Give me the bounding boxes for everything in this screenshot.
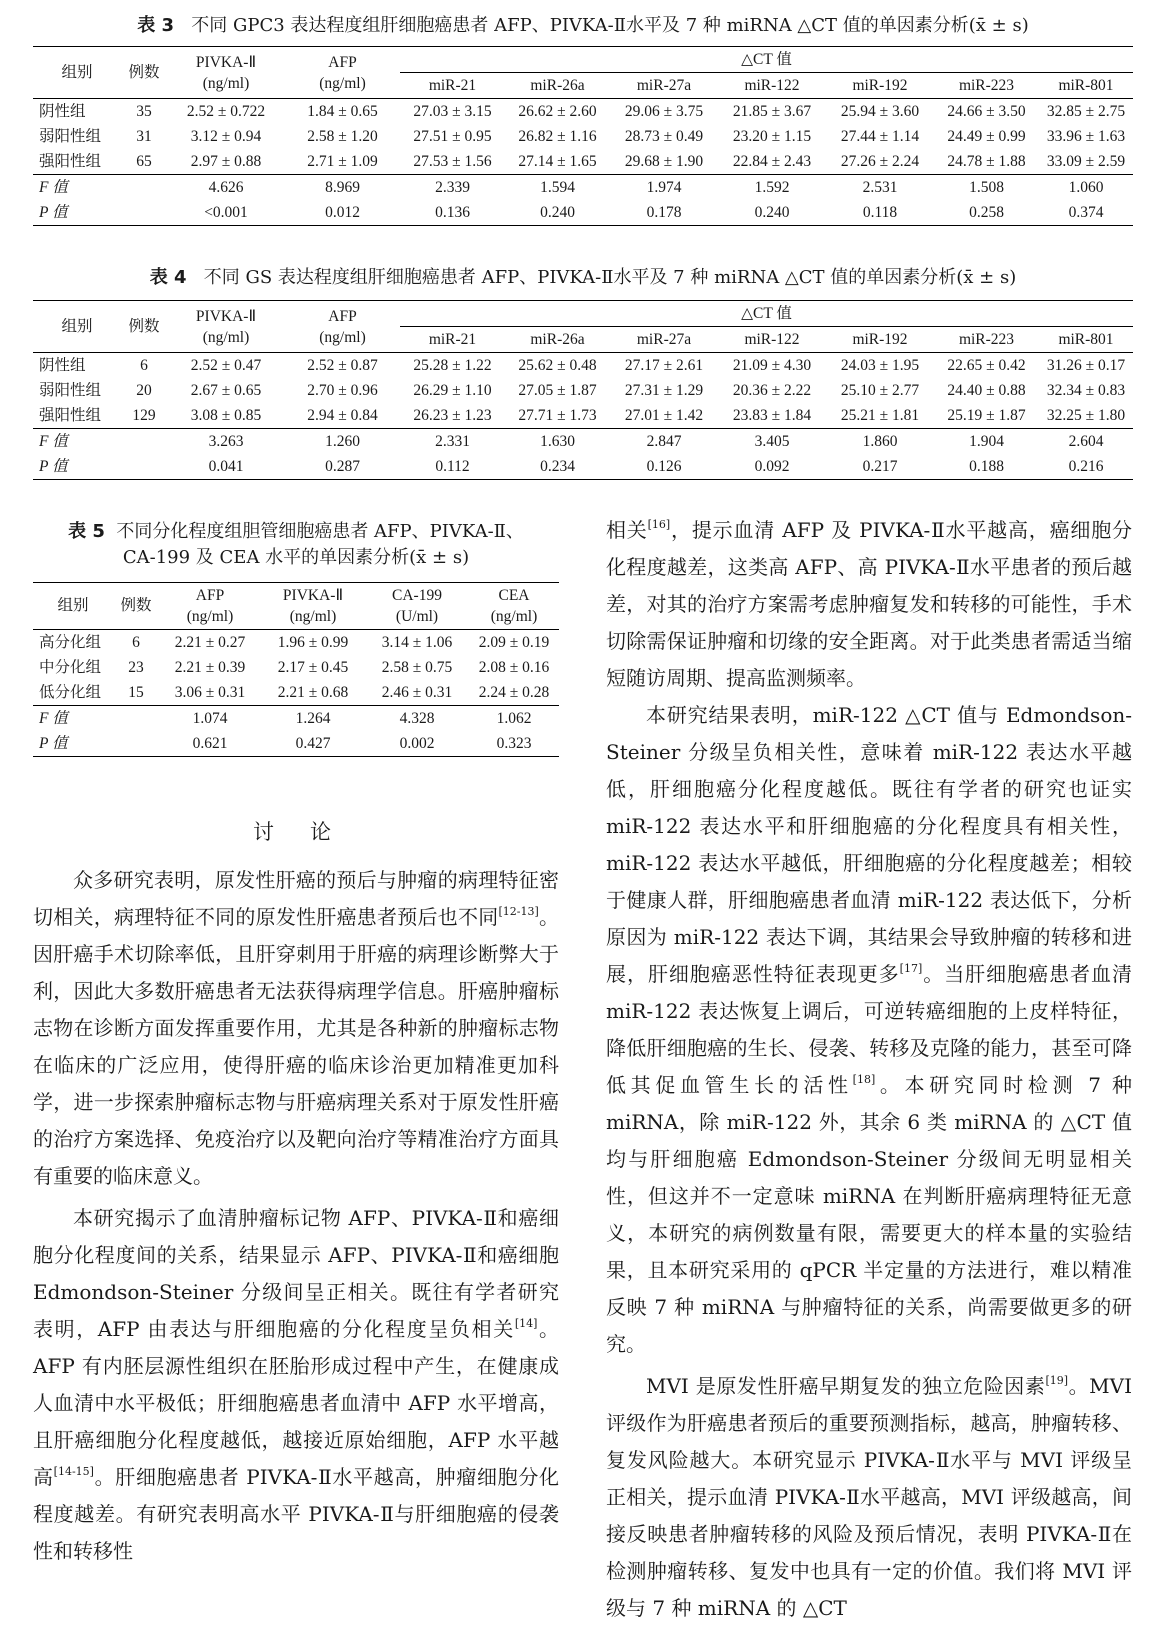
table-cell: 0.217 <box>862 458 898 475</box>
table-cell: 27.17 ± 2.61 <box>624 357 704 374</box>
table-cell: 2.08 ± 0.16 <box>478 659 550 676</box>
table-cell: 28.73 ± 0.49 <box>624 128 704 145</box>
table-cell: 25.28 ± 1.22 <box>413 357 492 374</box>
table3-head-dct: △CT 值 <box>400 47 1133 73</box>
table-cell: 32.85 ± 2.75 <box>1046 103 1126 120</box>
right-p1-text-b: ，提示血清 AFP 及 PIVKA-Ⅱ水平越高，癌细胞分化程度越差，这类高 AFP、高 PIVKA-Ⅱ水平患者的预后越差，对其的治疗方案需考虑肿瘤复发和转移的可能性，手术切除需保证肿瘤和切缘的安全距离。对于此类患者需适当缩短随访周期、提高监测频率。 <box>606 518 1133 690</box>
sample-count: 65 <box>136 153 152 170</box>
sample-count: 20 <box>136 382 152 399</box>
sample-count: 31 <box>136 128 152 145</box>
table5-head-cea-name: CEA <box>498 587 530 604</box>
citation: [14] <box>514 1317 538 1330</box>
table-cell: 1.060 <box>1068 179 1104 196</box>
table5-caption-line-1 <box>33 519 559 545</box>
table4-head-mirna: miR-27a <box>636 331 692 348</box>
left-paragraph-2 <box>33 1200 559 1570</box>
table-cell: 23.83 ± 1.84 <box>732 407 812 424</box>
table3-head-mirna: miR-192 <box>852 77 908 94</box>
table-cell: 0.374 <box>1068 204 1104 221</box>
right-p2-text-c: 。本研究同时检测 7 种 miRNA，除 miR-122 外，其余 6 类 miRNA 的 △CT 值均与肝细胞癌 Edmondson-Steiner 分级间无明显相关性，但这并不一定意味 miRNA 在判断肝癌病理特征无意义，本研究的病例数量有限，需要更大的样本量的实验结果，且本研究采用的 qPCR 半定量的方法进行，难以精准反映 7 种 miRNA 与肿瘤特征的关系，尚需要做更多的研究。 <box>606 1073 1132 1356</box>
table-cell: 2.46 ± 0.31 <box>381 684 453 701</box>
table-cell: 0.427 <box>295 735 331 752</box>
table-row <box>33 403 1133 429</box>
table5 <box>33 582 559 757</box>
table3-head-mirna: miR-27a <box>636 77 692 94</box>
table-cell: 2.52 ± 0.47 <box>190 357 262 374</box>
table-cell: 2.67 ± 0.65 <box>190 382 262 399</box>
table-cell: 8.969 <box>325 179 360 196</box>
table3-caption <box>33 13 1133 39</box>
table4-title: 不同 GS 表达程度组肝细胞癌患者 AFP、PIVKA-Ⅱ水平及 7 种 miRNA △CT 值的单因素分析(x̄ ± s) <box>203 267 1017 288</box>
row-label: 强阳性组 <box>39 407 102 424</box>
table4-head-afp <box>285 301 400 353</box>
table-row <box>33 200 1133 226</box>
table-cell: 27.71 ± 1.73 <box>518 407 597 424</box>
row-label: F 值 <box>39 710 68 727</box>
table4-head-mirna: miR-192 <box>852 331 908 348</box>
table-cell: 26.82 ± 1.16 <box>518 128 597 145</box>
table-row <box>33 706 559 732</box>
table5-title-line-1: 不同分化程度组胆管细胞癌患者 AFP、PIVKA-Ⅱ、 <box>116 521 524 542</box>
table-cell: 0.234 <box>540 458 575 475</box>
table-cell: 1.592 <box>754 179 790 196</box>
right-p2-text-a: 本研究结果表明，miR-122 △CT 值与 Edmondson-Steiner 分级呈负相关性，意味着 miR-122 表达水平越低，肝细胞癌分化程度越低。既往有学者的研究也证实 miR-122 表达水平和肝细胞癌的分化程度具有相关性，miR-122 表达水平越低，肝细胞癌的分化程度越差；相较于健康人群，肝细胞癌患者血清 miR-122 表达低下，分析原因为 miR-122 表达下调，其结果会导致肿瘤的转移和进展，肝细胞癌恶性特征表现更多 <box>606 703 1132 986</box>
row-label: 中分化组 <box>39 659 102 676</box>
table5-head-ca199-unit: (U/ml) <box>395 608 439 625</box>
table4-caption <box>33 265 1133 291</box>
table3-header-row-1 <box>33 47 1133 73</box>
sample-count <box>113 706 159 732</box>
table3-head-n: 例数 <box>121 47 167 99</box>
sample-count <box>121 454 167 480</box>
table4-head-mirna: miR-122 <box>744 331 800 348</box>
table-cell: 3.263 <box>208 433 244 450</box>
table3-head-group: 组别 <box>33 47 121 99</box>
table-cell: 1.264 <box>295 710 331 727</box>
table-cell: 0.287 <box>325 458 360 475</box>
table4-head-dct: △CT 值 <box>400 301 1133 327</box>
table-cell: 33.96 ± 1.63 <box>1046 128 1126 145</box>
table3-head-pivka-unit: (ng/ml) <box>202 74 250 92</box>
table-cell: 2.97 ± 0.88 <box>190 153 262 170</box>
table-cell: 2.604 <box>1068 433 1104 450</box>
table-cell: 26.23 ± 1.23 <box>413 407 492 424</box>
table-cell: 2.70 ± 0.96 <box>307 382 378 399</box>
table5-label: 表 5 <box>68 521 105 542</box>
sample-count: 15 <box>128 684 144 701</box>
table-cell: 23.20 ± 1.15 <box>732 128 812 145</box>
table-cell: 27.51 ± 0.95 <box>413 128 492 145</box>
table-cell: 1.062 <box>496 710 532 727</box>
table3-head-mirna: miR-801 <box>1058 77 1114 94</box>
table5-head-afp-unit: (ng/ml) <box>186 608 234 625</box>
table-cell: 0.136 <box>435 204 470 221</box>
sample-count: 6 <box>140 357 148 374</box>
table-cell: 0.240 <box>754 204 790 221</box>
table4-body <box>33 353 1133 480</box>
table5-head-ca199-name: CA-199 <box>392 587 442 604</box>
row-label: 阴性组 <box>39 103 86 120</box>
row-label: F 值 <box>39 179 68 196</box>
table-cell: 2.58 ± 1.20 <box>307 128 378 145</box>
table-cell: 21.85 ± 3.67 <box>732 103 812 120</box>
table3-label: 表 3 <box>137 15 175 36</box>
row-label: 高分化组 <box>39 634 102 651</box>
table-cell: 2.21 ± 0.27 <box>174 634 246 651</box>
citation: [19] <box>1045 1374 1069 1387</box>
table5-title-line-2: CA-199 及 CEA 水平的单因素分析(x̄ ± s) <box>122 547 470 568</box>
table-cell: 25.21 ± 1.81 <box>840 407 920 424</box>
table-cell: 29.68 ± 1.90 <box>624 153 704 170</box>
table4 <box>33 300 1133 480</box>
table-cell: 31.26 ± 0.17 <box>1046 357 1126 374</box>
citation: [12-13] <box>498 905 539 918</box>
sample-count <box>121 175 167 201</box>
table4-head-mirna: miR-26a <box>530 331 585 348</box>
table3-title: 不同 GPC3 表达程度组肝细胞癌患者 AFP、PIVKA-Ⅱ水平及 7 种 miRNA △CT 值的单因素分析(x̄ ± s) <box>191 15 1029 36</box>
row-label: 低分化组 <box>39 684 102 701</box>
table-cell: 27.03 ± 3.15 <box>413 103 492 120</box>
table-cell: 1.860 <box>862 433 898 450</box>
table5-head-n: 例数 <box>120 597 152 614</box>
table5-head-cea <box>469 583 559 630</box>
table-cell: 0.112 <box>435 458 470 475</box>
table-cell: 0.178 <box>646 204 682 221</box>
table4-head-group: 组别 <box>33 301 121 353</box>
right-paragraph-1 <box>606 512 1132 697</box>
table5-head-pivka-name: PIVKA-Ⅱ <box>282 587 344 604</box>
table-cell: 24.49 ± 0.99 <box>947 128 1026 145</box>
table-cell: 0.188 <box>969 458 1004 475</box>
table3-head-mirna: miR-122 <box>744 77 800 94</box>
left-p1-text-a: 众多研究表明，原发性肝癌的预后与肿瘤的病理特征密切相关，病理特征不同的原发性肝癌患者预后也不同 <box>33 868 559 929</box>
table-cell: 26.62 ± 2.60 <box>518 103 597 120</box>
table-row <box>33 353 1133 379</box>
table-cell: 2.58 ± 0.75 <box>381 659 453 676</box>
table-cell: 27.05 ± 1.87 <box>518 382 597 399</box>
table-cell: 0.126 <box>646 458 682 475</box>
table5-head-cea-unit: (ng/ml) <box>490 608 538 625</box>
left-p2-text-c: 。肝细胞癌患者 PIVKA-Ⅱ水平越高，肿瘤细胞分化程度越差。有研究表明高水平 PIVKA-Ⅱ与肝细胞癌的侵袭性和转移性 <box>33 1465 559 1563</box>
table-cell: 3.06 ± 0.31 <box>174 684 246 701</box>
table-cell: 1.508 <box>969 179 1004 196</box>
table-cell: 22.84 ± 2.43 <box>732 153 812 170</box>
sample-count: 6 <box>132 634 140 651</box>
table-cell: 0.002 <box>399 735 435 752</box>
table5-head-pivka <box>261 583 365 630</box>
table3-head-pivka <box>167 47 285 99</box>
table-cell: 3.08 ± 0.85 <box>190 407 262 424</box>
table-cell: <0.001 <box>204 204 248 221</box>
table-cell: 1.260 <box>325 433 360 450</box>
table-cell: 25.94 ± 3.60 <box>840 103 920 120</box>
table-cell: 0.118 <box>862 204 898 221</box>
table-row <box>33 680 559 706</box>
table-cell: 2.531 <box>862 179 898 196</box>
table4-head-pivka-unit: (ng/ml) <box>202 328 250 346</box>
row-label: F 值 <box>39 433 68 450</box>
table-cell: 0.240 <box>540 204 575 221</box>
table-row <box>33 429 1133 455</box>
left-column <box>33 862 559 1570</box>
discussion-heading: 讨论 <box>253 820 367 844</box>
table-cell: 1.84 ± 0.65 <box>307 103 378 120</box>
table-cell: 32.34 ± 0.83 <box>1046 382 1126 399</box>
table5-header-row <box>33 583 559 630</box>
left-p1-text-b: 。因肝癌手术切除率低，且肝穿刺用于肝癌的病理诊断弊大于利，因此大多数肝癌患者无法获得病理学信息。肝癌肿瘤标志物在诊断方面发挥重要作用，尤其是各种新的肿瘤标志物在临床的广泛应用，使得肝癌的临床诊治更加精准更加科学，进一步探索肿瘤标志物与肝癌病理关系对于原发性肝癌的治疗方案选择、免疫治疗以及靶向治疗等精准治疗方面具有重要的临床意义。 <box>33 905 560 1188</box>
table-cell: 0.012 <box>325 204 360 221</box>
table-row <box>33 378 1133 403</box>
table-cell: 0.621 <box>192 735 228 752</box>
table4-head-n: 例数 <box>121 301 167 353</box>
table3-head-afp-unit: (ng/ml) <box>319 74 366 92</box>
table3-head-pivka-name: PIVKA-Ⅱ <box>195 53 257 71</box>
sample-count: 35 <box>136 103 152 120</box>
table-cell: 3.12 ± 0.94 <box>190 128 262 145</box>
row-label: P 值 <box>39 458 68 475</box>
table-row <box>33 731 559 757</box>
table5-head-afp <box>159 583 261 630</box>
table-cell: 1.630 <box>540 433 575 450</box>
table-cell: 2.331 <box>435 433 470 450</box>
table-cell: 24.40 ± 0.88 <box>947 382 1026 399</box>
table4-head-afp-name: AFP <box>328 307 357 325</box>
table-cell: 4.328 <box>399 710 435 727</box>
table-cell: 2.847 <box>646 433 682 450</box>
table-cell: 2.52 ± 0.722 <box>186 103 266 120</box>
table5-head-pivka-unit: (ng/ml) <box>289 608 337 625</box>
table3-head-afp-name: AFP <box>328 53 357 71</box>
table5-caption <box>33 519 559 571</box>
table-cell: 22.65 ± 0.42 <box>947 357 1026 374</box>
citation: [17] <box>899 962 923 975</box>
table-row <box>33 149 1133 175</box>
sample-count <box>121 429 167 455</box>
table-cell: 2.52 ± 0.87 <box>307 357 378 374</box>
row-label: P 值 <box>39 735 68 752</box>
right-p2-text-b: 。当肝细胞癌患者血清 miR-122 表达恢复上调后，可逆转癌细胞的上皮样特征，降低肝细胞癌的生长、侵袭、转移及克隆的能力，甚至可降低其促血管生长的活性 <box>606 962 1133 1097</box>
citation: [14-15] <box>53 1465 94 1478</box>
row-label: 弱阳性组 <box>39 382 102 399</box>
row-label: 强阳性组 <box>39 153 102 170</box>
table4-head-mirna: miR-223 <box>958 331 1015 348</box>
table4-head-mirna: miR-21 <box>428 331 477 348</box>
table-cell: 21.09 ± 4.30 <box>732 357 812 374</box>
right-paragraph-2 <box>606 697 1132 1363</box>
table3-head-mirna: miR-26a <box>530 77 585 94</box>
row-label: 弱阳性组 <box>39 128 102 145</box>
table-cell: 24.66 ± 3.50 <box>947 103 1026 120</box>
right-p1-text-a: 相关 <box>606 518 648 542</box>
table-cell: 27.26 ± 2.24 <box>840 153 920 170</box>
table-cell: 0.258 <box>969 204 1004 221</box>
table-cell: 2.24 ± 0.28 <box>478 684 550 701</box>
table-cell: 4.626 <box>208 179 244 196</box>
table-row <box>33 454 1133 480</box>
left-p2-text-b: 。AFP 有内胚层源性组织在胚胎形成过程中产生，在健康成人血清中水平极低；肝细胞癌患者血清中 AFP 水平增高，且肝癌细胞分化程度越低，越接近原始细胞，AFP 水平越高 <box>33 1317 560 1489</box>
right-p3-text-a: MVI 是原发性肝癌早期复发的独立危险因素 <box>646 1374 1046 1398</box>
table-row <box>33 99 1133 125</box>
table-row <box>33 124 1133 149</box>
table-cell: 25.19 ± 1.87 <box>947 407 1026 424</box>
table-cell: 24.78 ± 1.88 <box>947 153 1026 170</box>
table3-head-mirna: miR-21 <box>428 77 477 94</box>
sample-count: 129 <box>132 407 156 424</box>
table4-head-pivka-name: PIVKA-Ⅱ <box>195 307 257 325</box>
table-cell: 2.21 ± 0.68 <box>277 684 349 701</box>
table-cell: 27.01 ± 1.42 <box>624 407 704 424</box>
table-cell: 20.36 ± 2.22 <box>732 382 812 399</box>
table-cell: 3.14 ± 1.06 <box>381 634 453 651</box>
citation: [16] <box>647 518 671 531</box>
table-cell: 27.44 ± 1.14 <box>840 128 920 145</box>
table3 <box>33 46 1133 226</box>
table-cell: 2.94 ± 0.84 <box>307 407 378 424</box>
table-cell: 32.25 ± 1.80 <box>1046 407 1126 424</box>
sample-count: 23 <box>128 659 144 676</box>
table-cell: 2.21 ± 0.39 <box>174 659 246 676</box>
table5-body <box>33 630 559 757</box>
table-cell: 1.074 <box>192 710 228 727</box>
table-cell: 29.06 ± 3.75 <box>624 103 704 120</box>
left-paragraph-1 <box>33 862 559 1195</box>
table-cell: 0.041 <box>208 458 244 475</box>
table-cell: 3.405 <box>754 433 790 450</box>
table5-head-group: 组别 <box>57 597 89 614</box>
table-cell: 27.53 ± 1.56 <box>413 153 492 170</box>
table3-body <box>33 99 1133 226</box>
table-cell: 27.31 ± 1.29 <box>624 382 704 399</box>
right-p3-text-b: 。MVI 评级作为肝癌患者预后的重要预测指标，越高，肿瘤转移、复发风险越大。本研究显示 PIVKA-Ⅱ水平与 MVI 评级呈正相关，提示血清 PIVKA-Ⅱ水平越高，MVI 评级越高，间接反映患者肿瘤转移的风险及预后情况，表明 PIVKA-Ⅱ在检测肿瘤转移、复发中也具有一定的价值。我们将 MVI 评级与 7 种 miRNA 的 △CT <box>606 1374 1132 1620</box>
table-cell: 2.17 ± 0.45 <box>277 659 349 676</box>
citation: [18] <box>852 1073 876 1086</box>
table3-head-mirna: miR-223 <box>958 77 1015 94</box>
table-cell: 2.09 ± 0.19 <box>478 634 550 651</box>
table-row <box>33 630 559 656</box>
table-cell: 24.03 ± 1.95 <box>840 357 920 374</box>
table-cell: 27.14 ± 1.65 <box>518 153 597 170</box>
sample-count <box>113 731 159 757</box>
table-cell: 0.216 <box>1068 458 1104 475</box>
table-cell: 33.09 ± 2.59 <box>1046 153 1126 170</box>
table-cell: 1.904 <box>969 433 1004 450</box>
row-label: P 值 <box>39 204 68 221</box>
table5-head-afp-name: AFP <box>195 587 225 604</box>
table-cell: 1.96 ± 0.99 <box>277 634 349 651</box>
table-cell: 0.092 <box>754 458 790 475</box>
table5-head-ca199 <box>365 583 469 630</box>
table-row <box>33 655 559 680</box>
table4-head-mirna: miR-801 <box>1058 331 1114 348</box>
right-paragraph-3 <box>606 1368 1132 1627</box>
table4-head-pivka <box>167 301 285 353</box>
right-column <box>606 512 1132 1627</box>
table-cell: 26.29 ± 1.10 <box>413 382 492 399</box>
row-label: 阴性组 <box>39 357 86 374</box>
table-cell: 1.974 <box>646 179 682 196</box>
left-p2-text-a: 本研究揭示了血清肿瘤标记物 AFP、PIVKA-Ⅱ和癌细胞分化程度间的关系，结果显示 AFP、PIVKA-Ⅱ和癌细胞 Edmondson-Steiner 分级间呈正相关。既往有学者研究表明，AFP 由表达与肝细胞癌的分化程度呈负相关 <box>33 1206 559 1341</box>
table4-header-row-1 <box>33 301 1133 327</box>
table4-label: 表 4 <box>149 267 187 288</box>
table-cell: 25.62 ± 0.48 <box>518 357 597 374</box>
table-row <box>33 175 1133 201</box>
table-cell: 1.594 <box>540 179 575 196</box>
sample-count <box>121 200 167 226</box>
table-cell: 2.339 <box>435 179 470 196</box>
table4-head-afp-unit: (ng/ml) <box>319 328 366 346</box>
table-cell: 25.10 ± 2.77 <box>840 382 920 399</box>
table-cell: 0.323 <box>496 735 532 752</box>
table-cell: 2.71 ± 1.09 <box>307 153 378 170</box>
table3-head-afp <box>285 47 400 99</box>
